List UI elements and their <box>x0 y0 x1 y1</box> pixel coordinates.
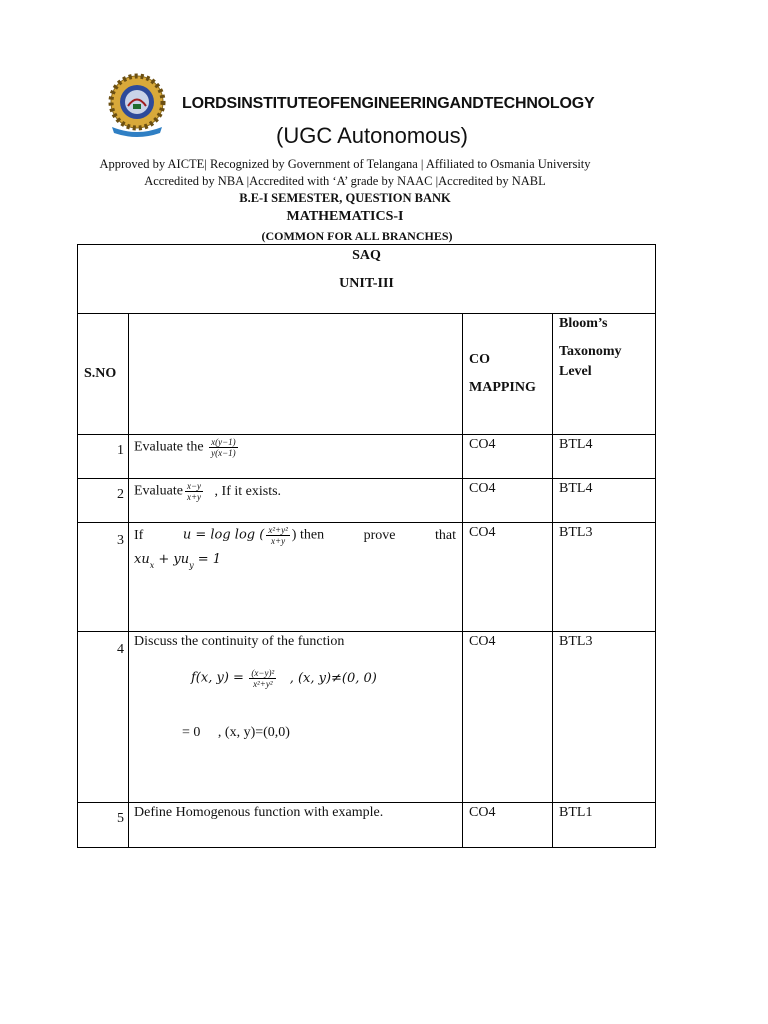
table-row <box>78 632 656 803</box>
semester-line: B.E-I SEMESTER, QUESTION BANK <box>239 191 451 205</box>
fraction <box>249 668 276 689</box>
question-suffix: , If it exists. <box>214 483 282 499</box>
approval-line: Approved by AICTE| Recognized by Government of Telangana | Affiliated to Osmania University <box>99 157 591 171</box>
then-word: then <box>299 527 325 543</box>
co-mapping: CO4 <box>463 632 553 803</box>
title-cell <box>78 245 656 314</box>
that-word: that <box>435 527 456 543</box>
table-row <box>78 435 656 479</box>
bloom-level: BTL3 <box>553 523 656 632</box>
question-text: Evaluate the <box>134 439 204 455</box>
fraction-denominator: x²+y² <box>253 679 273 689</box>
prove-word: prove <box>363 527 396 543</box>
bloom-header <box>553 314 656 435</box>
row-sno: 4 <box>78 632 129 803</box>
institute-name: LORDSINSTITUTEOFENGINEERINGANDTECHNOLOGY <box>182 95 595 112</box>
sno-header: S.NO <box>78 314 129 435</box>
question-cell <box>129 435 463 479</box>
bloom-header-line2: Taxonomy <box>559 344 622 359</box>
condition-nonzero: , (x, y)≠(0, 0) <box>289 670 377 686</box>
table-row <box>78 803 656 848</box>
question-text: Evaluate <box>134 483 183 499</box>
branches-line: (COMMON FOR ALL BRANCHES) <box>261 229 453 243</box>
u-equation: u = log log ( <box>182 527 265 543</box>
bloom-level: BTL3 <box>553 632 656 803</box>
zero-case <box>134 725 462 741</box>
fraction <box>266 525 289 546</box>
table-row <box>78 479 656 523</box>
question-cell: Define Homogenous function with example. <box>129 803 463 848</box>
fraction-denominator: x+y <box>186 492 202 502</box>
row-sno: 1 <box>78 435 129 479</box>
fraction <box>209 437 238 458</box>
function-definition <box>134 668 462 689</box>
co-mapping-header <box>463 314 553 435</box>
co-mapping: CO4 <box>463 803 553 848</box>
bloom-header-line3: Level <box>559 364 592 379</box>
fraction-numerator: x(y−1) <box>211 437 236 447</box>
subject-line: MATHEMATICS-I <box>286 209 404 224</box>
condition-zero: , (x, y)=(0,0) <box>217 725 290 740</box>
if-word: If <box>134 527 144 543</box>
row-sno: 5 <box>78 803 129 848</box>
question-cell <box>129 479 463 523</box>
question-header <box>129 314 463 435</box>
bloom-level: BTL4 <box>553 435 656 479</box>
unit-title: UNIT-III <box>339 276 394 291</box>
table-row <box>78 523 656 632</box>
co-header-line2: MAPPING <box>469 380 536 395</box>
bloom-level: BTL1 <box>553 803 656 848</box>
result-equation: $xu_x + yu_y = 1$ <box>134 552 222 570</box>
fraction-denominator: x+y <box>271 536 286 546</box>
section-title: SAQ <box>352 248 381 263</box>
question-cell <box>129 523 463 632</box>
row-sno: 2 <box>78 479 129 523</box>
close-bracket: ) <box>291 527 297 543</box>
row-sno: 3 <box>78 523 129 632</box>
bloom-header-line1: Bloom’s <box>559 316 608 331</box>
column-header-row <box>78 314 656 435</box>
accreditation-line: Accredited by NBA |Accredited with ‘A’ grade by NAAC |Accredited by NABL <box>144 174 546 188</box>
table-title-row <box>78 245 656 314</box>
bloom-level: BTL4 <box>553 479 656 523</box>
result-value: = 1 <box>197 552 222 567</box>
fraction-numerator: (x−y)² <box>251 668 275 678</box>
zero-value: = 0 <box>182 725 201 740</box>
fraction-numerator: x²+y² <box>268 525 288 535</box>
autonomous-status: (UGC Autonomous) <box>276 123 468 148</box>
function-lhs: f(x, y) = <box>191 670 244 686</box>
co-mapping: CO4 <box>463 435 553 479</box>
fraction-numerator: x−y <box>186 481 202 491</box>
co-header-line1: CO <box>469 352 490 367</box>
co-mapping: CO4 <box>463 479 553 523</box>
question-cell <box>129 632 463 803</box>
co-mapping: CO4 <box>463 523 553 632</box>
logo-gear-icon <box>111 76 163 128</box>
question-text: Discuss the continuity of the function <box>134 634 345 649</box>
fraction-denominator: y(x−1) <box>211 448 236 458</box>
fraction <box>185 481 203 502</box>
question-bank-table <box>77 244 656 848</box>
